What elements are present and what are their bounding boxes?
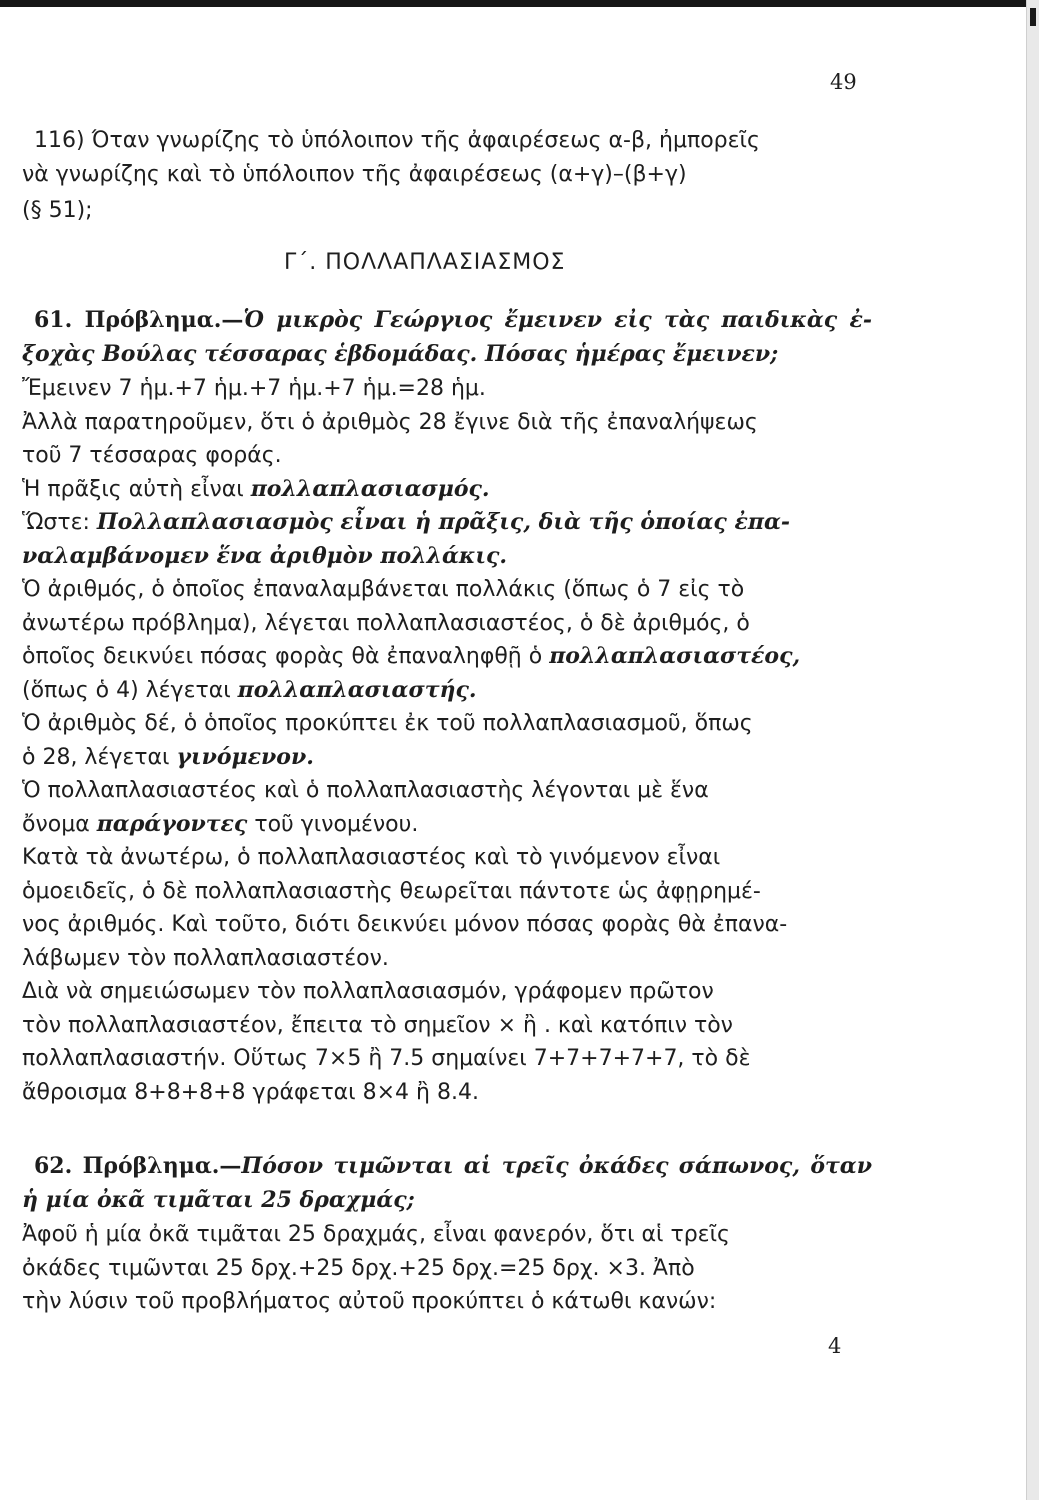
page-number-bottom: 4 — [828, 1334, 842, 1358]
scan-edge-mark — [1030, 8, 1036, 26]
p61-text: ὄνομα — [22, 811, 97, 837]
problem62-question-part1: Πόσον τιμῶνται αἱ τρεῖς ὀκάδες σάπωνος, ὅταν — [241, 1153, 872, 1179]
problem62-title-line-1 — [34, 1150, 872, 1184]
p61-text: τοῦ γινομένου. — [247, 811, 419, 837]
p61-line — [22, 808, 872, 842]
problem61-question-part1: Ὁ μικρὸς Γεώργιος ἔμεινεν εἰς τὰς παιδικὰς ἐ- — [243, 307, 872, 333]
p61-text: Ὥστε: — [22, 510, 97, 535]
p61-line: Ὁ πολλαπλασιαστέος καὶ ὁ πολλαπλασιαστὴς λέγονται μὲ ἕνα — [22, 778, 709, 803]
problem62-body — [22, 1218, 872, 1319]
scan-right-edge — [1026, 0, 1039, 1500]
p61-definition-line — [22, 506, 872, 540]
p61-line: Ἔμεινεν 7 ἡμ.+7 ἡμ.+7 ἡμ.+7 ἡμ.=28 ἡμ. — [22, 376, 486, 401]
p61-text: ὁποῖος δεικνύει πόσας φορὰς θὰ ἐπαναληφθῇ ὁ — [22, 644, 550, 669]
term-product: γινόμενον. — [176, 743, 314, 770]
problem61-label: 61. Πρόβλημα.— — [34, 307, 244, 333]
p61-line: ἀνωτέρω πρόβλημα), λέγεται πολλαπλασιαστέος, ὁ δὲ ἀριθμός, ὁ — [22, 610, 750, 636]
p61-line: Ἀλλὰ παρατηροῦμεν, ὅτι ὁ ἀριθμὸς 28 ἔγινε διὰ τῆς ἐπαναλήψεως — [22, 409, 758, 435]
definition-multiplication-cont: ναλαμβάνομεν ἕνα ἀριθμὸν πολλάκις. — [22, 542, 508, 569]
term-multiplication: πολλαπλασιασμός. — [250, 475, 490, 502]
p61-line: Ὁ ἀριθμός, ὁ ὁποῖος ἐπαναλαμβάνεται πολλάκις (ὅπως ὁ 7 εἰς τὸ — [22, 577, 745, 602]
problem61-title-line-1 — [34, 304, 872, 338]
page-number-top: 49 — [830, 70, 857, 94]
problem62-label: 62. Πρόβλημα.— — [34, 1153, 242, 1179]
book-page — [22, 0, 872, 1500]
p61-text: (ὅπως ὁ 4) λέγεται — [22, 677, 238, 703]
p61-line: πολλαπλασιαστήν. Οὕτως 7×5 ἢ 7.5 σημαίνει 7+7+7+7+7, τὸ δὲ — [22, 1046, 751, 1071]
problem61-title-line-2 — [22, 338, 872, 372]
term-factors: παράγοντες — [96, 810, 248, 837]
q116-line-1: 116) Όταν γνωρίζης τὸ ὑπόλοιπον τῆς ἀφαιρέσεως α-β, ἠμπορεῖς — [34, 128, 760, 153]
problem62-question-part2: ἡ μία ὀκᾶ τιμᾶται 25 δραχμάς; — [22, 1187, 415, 1213]
p61-line: ὁμοειδεῖς, ὁ δὲ πολλαπλασιαστὴς θεωρεῖται πάντοτε ὡς ἀφῃρημέ- — [22, 878, 761, 904]
p62-line: Ἀφοῦ ἡ μία ὀκᾶ τιμᾶται 25 δραχμάς, εἶναι φανερόν, ὅτι αἱ τρεῖς — [22, 1222, 730, 1247]
p61-line: νος ἀριθμός. Καὶ τοῦτο, διότι δεικνύει μόνον πόσας φορὰς θὰ ἐπανα- — [22, 912, 788, 937]
problem62-title-line-2 — [22, 1184, 872, 1218]
q116-line-2: νὰ γνωρίζης καὶ τὸ ὑπόλοιπον τῆς ἀφαιρέσεως (α+γ)–(β+γ) — [22, 162, 687, 187]
p62-line: ὀκάδες τιμῶνται 25 δρχ.+25 δρχ.+25 δρχ.=25 δρχ. ×3. Ἀπὸ — [22, 1255, 695, 1281]
p61-text: ὁ 28, λέγεται — [22, 744, 177, 770]
p61-line — [22, 741, 872, 775]
p61-definition-line — [22, 540, 872, 574]
p61-line: ἄθροισμα 8+8+8+8 γράφεται 8×4 ἢ 8.4. — [22, 1079, 479, 1105]
p61-line: Κατὰ τὰ ἀνωτέρω, ὁ πολλαπλασιαστέος καὶ τὸ γινόμενον εἶναι — [22, 845, 721, 870]
problem61-body — [22, 372, 872, 1109]
term-multiplier: πολλαπλασιαστής. — [237, 676, 477, 703]
p61-line — [22, 674, 872, 708]
p61-line: τοῦ 7 τέσσαρας φοράς. — [22, 443, 282, 468]
term-multiplicand: πολλαπλασιαστέος, — [549, 643, 801, 669]
problem61-question-part2: ξοχὰς Βούλας τέσσαρας ἑβδομάδας. Πόσας ἡμέρας ἔμεινεν; — [22, 341, 779, 367]
definition-multiplication: Πολλαπλασιασμὸς εἶναι ἡ πρᾶξις, διὰ τῆς ὁποίας ἐπα- — [96, 509, 791, 535]
p61-text: Ἡ πρᾶξις αὐτὴ εἶναι — [22, 476, 251, 502]
p61-line: Διὰ νὰ σημειώσωμεν τὸν πολλαπλασιασμόν, γράφομεν πρῶτον — [22, 979, 714, 1004]
p62-line: τὴν λύσιν τοῦ προβλήματος αὐτοῦ προκύπτει ὁ κάτωθι κανών: — [22, 1289, 717, 1314]
p61-line: λάβωμεν τὸν πολλαπλασιαστέον. — [22, 945, 389, 971]
p61-line: Ὁ ἀριθμὸς δέ, ὁ ὁποῖος προκύπτει ἐκ τοῦ πολλαπλασιασμοῦ, ὅπως — [22, 711, 753, 736]
p61-line: τὸν πολλαπλασιαστέον, ἔπειτα τὸ σημεῖον × ἢ . καὶ κατόπιν τὸν — [22, 1012, 733, 1038]
p61-line — [22, 640, 872, 674]
q116-line-3: (§ 51); — [22, 198, 93, 223]
section-heading: Γ΄. ΠΟΛΛΑΠΛΑΣΙΑΣΜΟΣ — [284, 250, 566, 275]
p61-line — [22, 473, 872, 507]
